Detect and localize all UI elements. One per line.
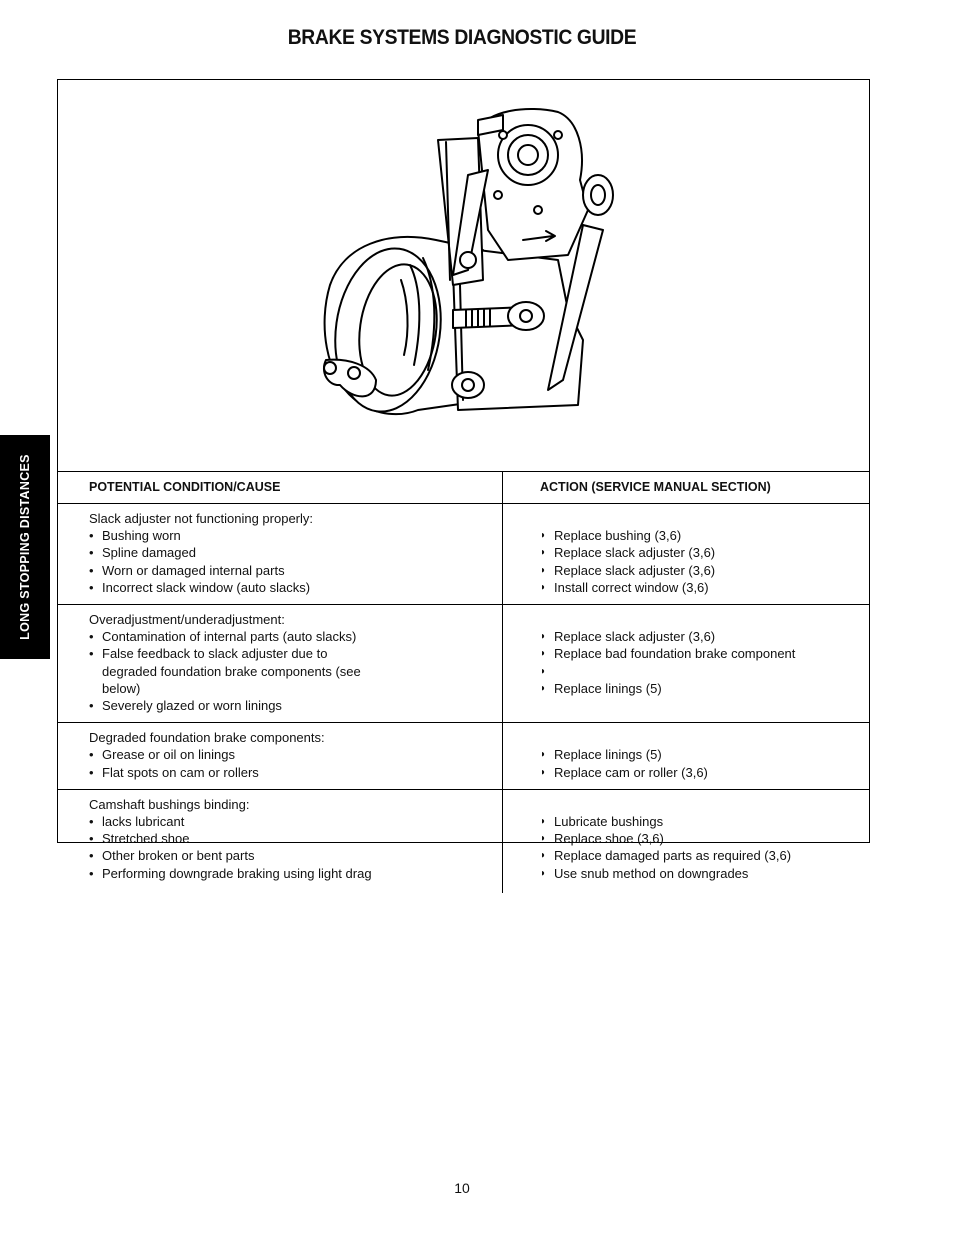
diagnostic-table [58, 471, 870, 893]
action-item: ◗ Replace bushing (3,6) [540, 527, 870, 544]
table-header-row [58, 472, 870, 504]
cause-item: • Contamination of internal parts (auto slacks) [89, 628, 502, 645]
action-item: ◗ Replace cam or roller (3,6) [540, 764, 870, 781]
action-item: ◗ Replace shoe (3,6) [540, 830, 870, 847]
action-item: ◗ Replace slack adjuster (3,6) [540, 562, 870, 579]
action-item: ◗ Replace linings (5) [540, 746, 870, 763]
cause-item: • Stretched shoe [89, 830, 502, 847]
table-row [58, 504, 870, 605]
table-row [58, 605, 870, 723]
action-item: ◗ Replace slack adjuster (3,6) [540, 628, 870, 645]
action-item: ◗ Lubricate bushings [540, 813, 870, 830]
diagnostic-frame [57, 79, 870, 881]
action-item: ◗ Install correct window (3,6) [540, 579, 870, 596]
action-item: ◗ Use snub method on downgrades [540, 865, 870, 882]
cause-item: • False feedback to slack adjuster due to degraded foundation brake components (see below) [89, 645, 382, 697]
cause-title: Overadjustment/underadjustment: [89, 612, 285, 628]
cause-item: • Flat spots on cam or rollers [89, 764, 502, 781]
action-item: ◗ Replace bad foundation brake component [540, 645, 870, 662]
cause-item: • Bushing worn [89, 527, 502, 544]
side-tab-label: LONG STOPPING DISTANCES [18, 454, 32, 640]
cause-item: • Grease or oil on linings [89, 746, 502, 763]
cause-item: • Incorrect slack window (auto slacks) [89, 579, 502, 596]
page-title: BRAKE SYSTEMS DIAGNOSTIC GUIDE [287, 26, 637, 49]
cause-title: Slack adjuster not functioning properly: [89, 511, 314, 526]
cause-title: Camshaft bushings binding: [89, 796, 250, 812]
cause-item: • lacks lubricant [89, 813, 502, 830]
table-row [58, 789, 870, 893]
cause-item: • Severely glazed or worn linings [89, 697, 502, 714]
section-side-tab [0, 435, 50, 659]
cause-title: Degraded foundation brake components: [89, 730, 325, 746]
cause-item: • Worn or damaged internal parts [89, 562, 502, 579]
cause-item: • Spline damaged [89, 544, 502, 561]
action-item: ◗ Replace damaged parts as required (3,6) [540, 847, 870, 864]
action-item: ◗ Replace linings (5) [540, 680, 870, 697]
slack-adjuster-illustration [58, 80, 869, 471]
action-item: ◗ Replace slack adjuster (3,6) [540, 544, 870, 561]
cause-item: • Performing downgrade braking using light drag [89, 865, 502, 882]
table-row [58, 723, 870, 790]
header-action: ACTION (SERVICE MANUAL SECTION) [503, 472, 871, 504]
page-number: 10 [454, 1180, 470, 1196]
header-condition-cause: POTENTIAL CONDITION/CAUSE [58, 472, 503, 504]
cause-item: • Other broken or bent parts [89, 847, 502, 864]
